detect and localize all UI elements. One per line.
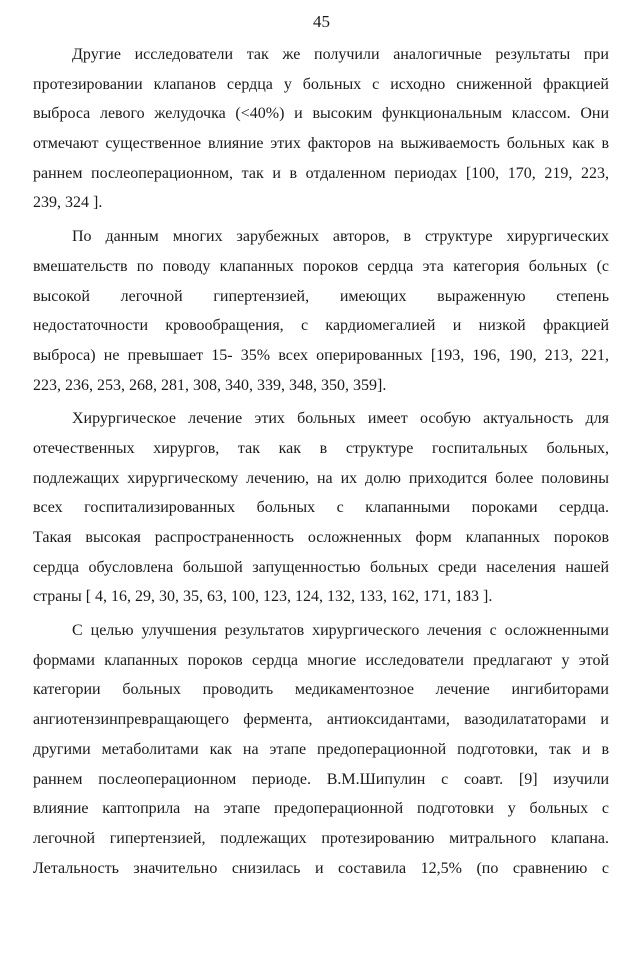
body-text [33, 40, 609, 883]
text-line: 239, 324 ]. [33, 194, 103, 212]
text-line: раннем послеоперационном периоде. В.М.Шипулин с соавт. [9] изучили [33, 770, 609, 788]
text-line: протезировании клапанов сердца у больных с исходно сниженной фракцией [33, 75, 609, 93]
text-line: другими метаболитами как на этапе предоперационной подготовки, так и в [33, 740, 609, 758]
paragraph-4 [33, 616, 609, 883]
text-line: подлежащих хирургическому лечению, на их долю приходится более половины [33, 469, 609, 487]
text-line: категории больных проводить медикаментозное лечение ингибиторами [33, 681, 609, 699]
text-line: По данным многих зарубежных авторов, в структуре хирургических [72, 228, 609, 246]
text-line: страны [ 4, 16, 29, 30, 35, 63, 100, 123, 124, 132, 133, 162, 171, 183 ]. [33, 588, 493, 606]
text-line: ангиотензинпревращающего фермента, антиоксидантами, вазодилататорами и [33, 711, 609, 729]
text-line: Летальность значительно снизилась и составила 12,5% (по сравнению с [33, 859, 609, 877]
text-line: влияние каптоприла на этапе предоперационной подготовки у больных с [33, 800, 609, 818]
paragraph-2 [33, 222, 609, 400]
text-line: раннем послеоперационном, так и в отдаленном периодах [100, 170, 219, 223, [33, 164, 609, 182]
text-line: Такая высокая распространенность осложненных форм клапанных пороков [33, 529, 609, 546]
text-line: С целью улучшения результатов хирургического лечения с осложненными [72, 622, 609, 640]
text-line: сердца обусловлена большой запущенностью больных среди населения нашей [33, 558, 609, 576]
page-number: 45 [313, 12, 330, 31]
text-line: отечественных хирургов, так как в структуре госпитальных больных, [33, 439, 609, 457]
text-line: выброса левого желудочка (<40%) и высоким функциональным классом. Они [33, 105, 609, 123]
text-line: легочной гипертензией, подлежащих протезированию митрального клапана. [33, 829, 609, 847]
text-line: недостаточности кровообращения, с кардиомегалией и низкой фракцией [33, 317, 609, 335]
text-line: отмечают существенное влияние этих факторов на выживаемость больных как в [33, 135, 609, 153]
text-line: Другие исследователи так же получили аналогичные результаты при [72, 46, 609, 63]
paragraph-3 [33, 404, 609, 612]
text-line: формами клапанных пороков сердца многие исследователи предлагают у этой [33, 651, 609, 669]
text-line: всех госпитализированных больных с клапанными пороками сердца. [33, 499, 609, 517]
text-line: выброса) не превышает 15- 35% всех оперированных [193, 196, 190, 213, 221, [33, 346, 609, 364]
text-line: высокой легочной гипертензией, имеющих выраженную степень [33, 287, 609, 305]
paragraph-1 [33, 40, 609, 218]
text-line: 223, 236, 253, 268, 281, 308, 340, 339, 348, 350, 359]. [33, 376, 387, 394]
text-line: вмешательств по поводу клапанных пороков сердца эта категория больных (с [33, 257, 609, 275]
text-line: Хирургическое лечение этих больных имеет особую актуальность для [72, 410, 609, 428]
